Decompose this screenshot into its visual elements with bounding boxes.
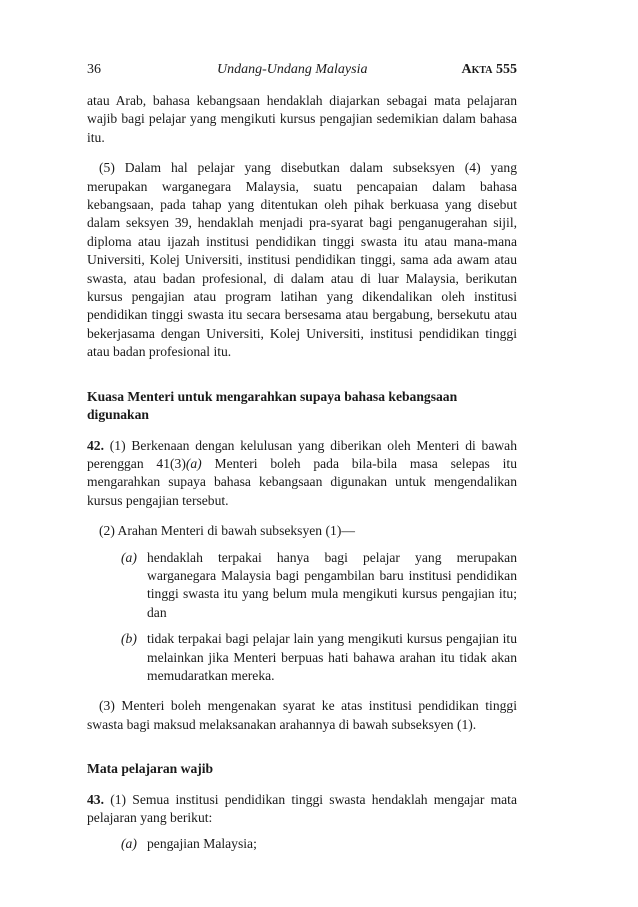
section-43-number: 43. bbox=[87, 791, 104, 807]
paragraph-43-1-a bbox=[121, 835, 517, 853]
paragraph-42-2-b bbox=[121, 630, 517, 685]
paragraph-label-a: (a) bbox=[121, 549, 137, 565]
document-body bbox=[87, 92, 517, 854]
subsection-42-1 bbox=[87, 437, 517, 511]
subsection-42-1-italic: (a) bbox=[185, 455, 202, 471]
act-number-value: 555 bbox=[496, 62, 517, 77]
paragraph-42-2-b-text: tidak terpakai bagi pelajar lain yang mengikuti kursus pengajian itu melainkan jika Menteri berpuas hati bahawa arahan itu tidak akan memudaratkan mereka. bbox=[147, 631, 517, 683]
subsection-43-1 bbox=[87, 791, 517, 828]
page-number: 36 bbox=[87, 62, 101, 77]
running-header bbox=[87, 62, 517, 82]
section-42-number: 42. bbox=[87, 437, 104, 453]
subsection-42-3: (3) Menteri boleh mengenakan syarat ke atas institusi pendidikan tinggi swasta bagi maksud melaksanakan arahannya di bawah subseksyen (1). bbox=[87, 698, 517, 732]
subsection-43-1-text: (1) Semua institusi pendidikan tinggi swasta hendaklah mengajar mata pelajaran yang berikut: bbox=[87, 791, 517, 825]
act-number bbox=[461, 62, 517, 78]
subsection-41-5: (5) Dalam hal pelajar yang disebutkan dalam subseksyen (4) yang merupakan warganegara Malaysia, suatu pencapaian dalam bahasa kebangsaan, pada tahap yang ditentukan oleh pihak berkuasa yang disebut dalam seksyen 39, hendaklah menjadi pra-syarat bagi penganugerahan sijil, diploma atau ijazah institusi pendidikan tinggi swasta itu atau mana-mana Universiti, Kolej Universiti, institusi pendidikan tinggi, sama ada awam atau swasta, atau badan profesional, di dalam atau di luar Malaysia, berikutan kursus pengajian atau program latihan yang dikendalikan oleh institusi pendidikan tinggi swasta itu secara bersesama atau bergabung, bersekutu atau bekerjasama dengan Universiti, Kolej Universiti, institusi pendidikan tinggi atau badan profesional itu. bbox=[87, 160, 517, 360]
section-43-heading: Mata pelajaran wajib bbox=[87, 761, 214, 777]
paragraph-label-b: (b) bbox=[121, 631, 137, 647]
header-title: Undang-Undang Malaysia bbox=[217, 62, 368, 77]
section-42-heading: Kuasa Menteri untuk mengarahkan supaya bahasa kebangsaan digunakan bbox=[87, 388, 458, 423]
paragraph-43-1-a-text: pengajian Malaysia; bbox=[147, 836, 257, 852]
act-word: Akta bbox=[461, 62, 493, 77]
paragraph-42-2-a-text: hendaklah terpakai hanya bagi pelajar yang merupakan warganegara Malaysia bagi pengambilan baru institusi pendidikan tinggi swasta itu yang belum mula mengikuti kursus pengajian itu; dan bbox=[147, 549, 517, 620]
paragraph-label-43-a: (a) bbox=[121, 836, 137, 852]
paragraph-continuation: atau Arab, bahasa kebangsaan hendaklah diajarkan sebagai mata pelajaran wajib bagi pelajar yang mengikuti kursus pengajian sedemikian dalam bahasa itu. bbox=[87, 93, 517, 145]
subsection-42-1-text-b: Menteri boleh pada bila-bila masa selepas itu mengarahkan supaya bahasa kebangsaan digunakan untuk mengendalikan kursus pengajian tersebut. bbox=[87, 455, 517, 508]
paragraph-42-2-a bbox=[121, 549, 517, 623]
subsection-42-2: (2) Arahan Menteri di bawah subseksyen (1)— bbox=[99, 523, 355, 539]
subsection-42-1-text-a: (1) Berkenaan dengan kelulusan yang diberikan oleh Menteri di bawah perenggan 41(3) bbox=[87, 437, 517, 471]
